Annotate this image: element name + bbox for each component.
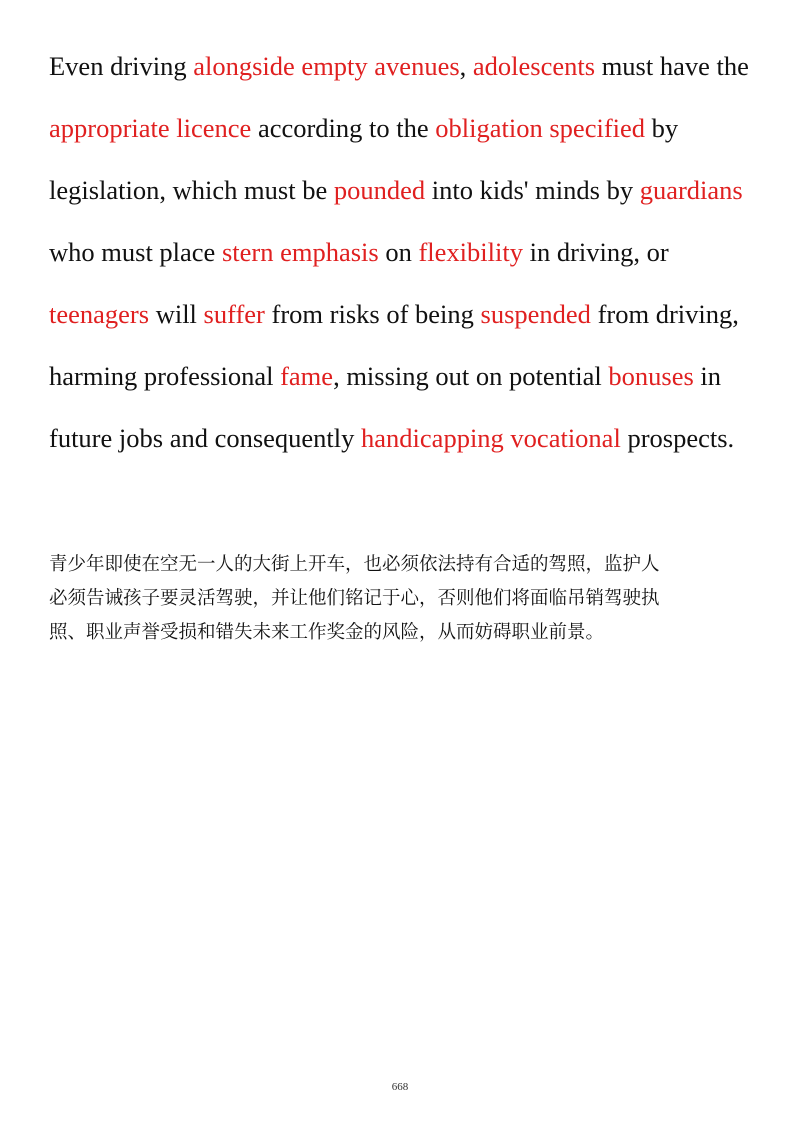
plain-text: future jobs and consequently <box>49 423 362 453</box>
plain-text: by <box>645 113 679 143</box>
plain-text: into kids' minds by <box>425 175 640 205</box>
highlighted-phrase: obligation specified <box>435 113 646 143</box>
plain-text: legislation, which must be <box>49 175 334 205</box>
highlighted-phrase: fame <box>280 361 334 391</box>
english-line <box>49 283 759 345</box>
highlighted-phrase: appropriate licence <box>49 113 252 143</box>
highlighted-phrase: teenagers <box>49 299 150 329</box>
plain-text: Even driving <box>49 51 194 81</box>
highlighted-phrase: stern emphasis <box>221 237 379 267</box>
chinese-line: 必须告诫孩子要灵活驾驶，并让他们铭记于心，否则他们将面临吊销驾驶执 <box>49 588 660 609</box>
english-line <box>49 97 759 159</box>
plain-text: must have the <box>595 51 749 81</box>
highlighted-phrase: guardians <box>639 175 743 205</box>
highlighted-phrase: bonuses <box>608 361 694 391</box>
english-line <box>49 407 759 469</box>
highlighted-phrase: adolescents <box>472 51 596 81</box>
plain-text: , <box>459 51 473 81</box>
english-line <box>49 345 759 407</box>
plain-text: from driving, <box>590 299 739 329</box>
chinese-line: 照、职业声誉受损和错失未来工作奖金的风险，从而妨碍职业前景。 <box>49 622 605 643</box>
plain-text: who must place <box>49 237 222 267</box>
plain-text: according to the <box>251 113 436 143</box>
chinese-translation-paragraph <box>49 548 759 650</box>
plain-text: harming professional <box>49 361 281 391</box>
plain-text: prospects. <box>620 423 735 453</box>
plain-text: in <box>693 361 722 391</box>
english-line <box>49 221 759 283</box>
highlighted-phrase: suspended <box>480 299 591 329</box>
plain-text: from risks of being <box>264 299 481 329</box>
plain-text: in driving, or <box>522 237 669 267</box>
highlighted-phrase: flexibility <box>418 237 523 267</box>
plain-text: , missing out on potential <box>333 361 609 391</box>
plain-text: will <box>149 299 204 329</box>
highlighted-phrase: pounded <box>333 175 426 205</box>
english-line <box>49 35 759 97</box>
highlighted-phrase: suffer <box>203 299 265 329</box>
plain-text: on <box>378 237 419 267</box>
highlighted-phrase: handicapping vocational <box>361 423 621 453</box>
english-line <box>49 159 759 221</box>
page-number: 668 <box>391 1081 409 1093</box>
highlighted-phrase: alongside empty avenues <box>193 51 460 81</box>
chinese-line: 青少年即使在空无一人的大街上开车，也必须依法持有合适的驾照，监护人 <box>49 554 660 575</box>
english-paragraph <box>49 35 759 469</box>
